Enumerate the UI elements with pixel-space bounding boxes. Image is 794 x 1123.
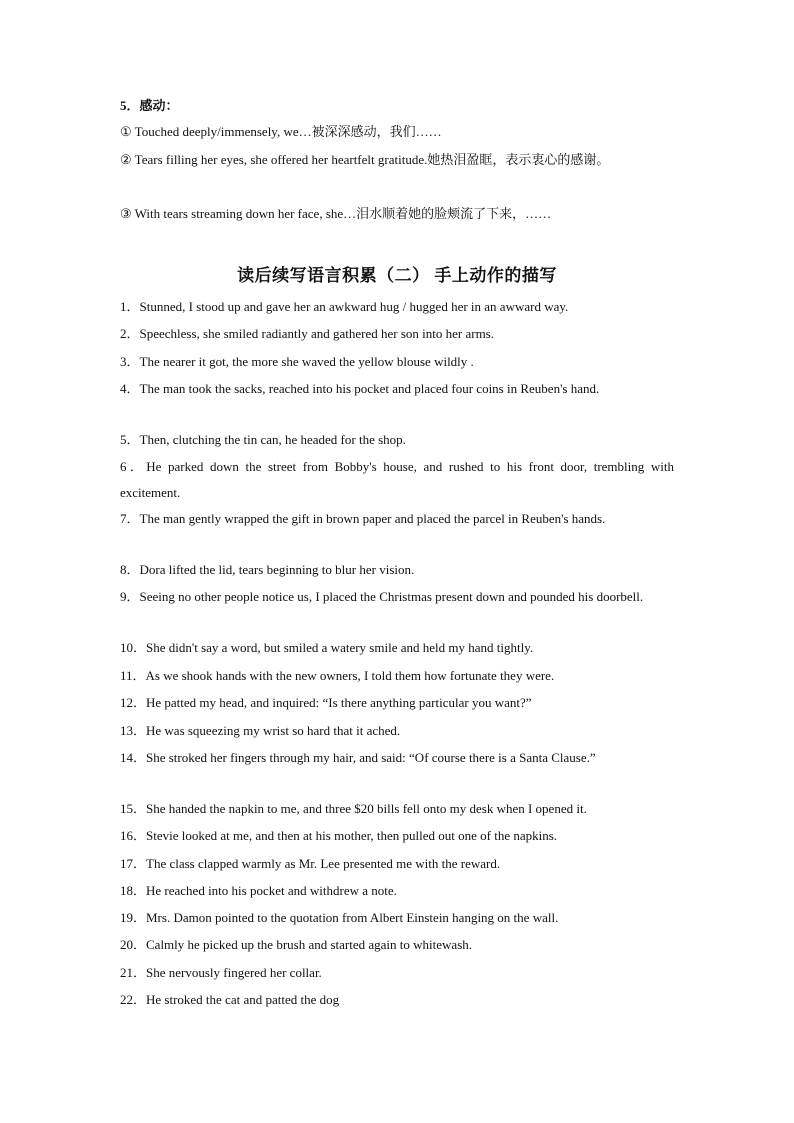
sentence-7: 7．The man gently wrapped the gift in brown paper and placed the parcel in Reuben's hands. xyxy=(120,511,606,526)
sentence-14: 14．She stroked her fingers through my hair, and said: “Of course there is a Santa Clause.” xyxy=(120,750,596,765)
section-5-item-2: ② Tears filling her eyes, she offered her heartfelt gratitude.她热泪盈眶，表示衷心的感谢。 xyxy=(120,152,610,167)
sentence-10: 10．She didn't say a word, but smiled a watery smile and held my hand tightly. xyxy=(120,640,534,655)
section-5-item-1: ① Touched deeply/immensely, we…被深深感动，我们…… xyxy=(120,124,442,139)
sentence-2: 2．Speechless, she smiled radiantly and gathered her son into her arms. xyxy=(120,326,495,341)
sentence-19: 19．Mrs. Damon pointed to the quotation from Albert Einstein hanging on the wall. xyxy=(120,910,559,925)
sentence-11: 11．As we shook hands with the new owners, I told them how fortunate they were. xyxy=(120,668,555,683)
sentence-18: 18．He reached into his pocket and withdrew a note. xyxy=(120,883,397,898)
section-5-item-3: ③ With tears streaming down her face, she…泪水顺着她的脸颊流了下来，…… xyxy=(120,206,552,221)
section-5-heading: 5．感动： xyxy=(120,98,179,113)
sentence-8: 8．Dora lifted the lid, tears beginning to blur her vision. xyxy=(120,562,415,577)
sentence-1: 1．Stunned, I stood up and gave her an awkward hug / hugged her in an awward way. xyxy=(120,299,569,314)
sentence-15: 15．She handed the napkin to me, and three $20 bills fell onto my desk when I opened it. xyxy=(120,801,587,816)
sentence-5: 5．Then, clutching the tin can, he headed for the shop. xyxy=(120,432,406,447)
sentence-13: 13．He was squeezing my wrist so hard that it ached. xyxy=(120,723,401,738)
page-title: 读后续写语言积累（二） 手上动作的描写 xyxy=(237,266,557,285)
sentence-6: 6．He parked down the street from Bobby's house, and rushed to his front door, trembling with excitement. xyxy=(120,459,674,500)
sentence-21: 21．She nervously fingered her collar. xyxy=(120,965,322,980)
sentence-4: 4．The man took the sacks, reached into his pocket and placed four coins in Reuben's hand. xyxy=(120,381,600,396)
sentence-3: 3．The nearer it got, the more she waved the yellow blouse wildly . xyxy=(120,354,474,369)
sentence-22: 22．He stroked the cat and patted the dog xyxy=(120,992,340,1007)
sentence-20: 20．Calmly he picked up the brush and started again to whitewash. xyxy=(120,937,473,952)
sentence-17: 17．The class clapped warmly as Mr. Lee presented me with the reward. xyxy=(120,856,501,871)
sentence-16: 16．Stevie looked at me, and then at his mother, then pulled out one of the napkins. xyxy=(120,828,558,843)
sentence-12: 12．He patted my head, and inquired: “Is there anything particular you want?” xyxy=(120,695,532,710)
sentence-9: 9．Seeing no other people notice us, I placed the Christmas present down and pounded his doorbell. xyxy=(120,589,644,604)
